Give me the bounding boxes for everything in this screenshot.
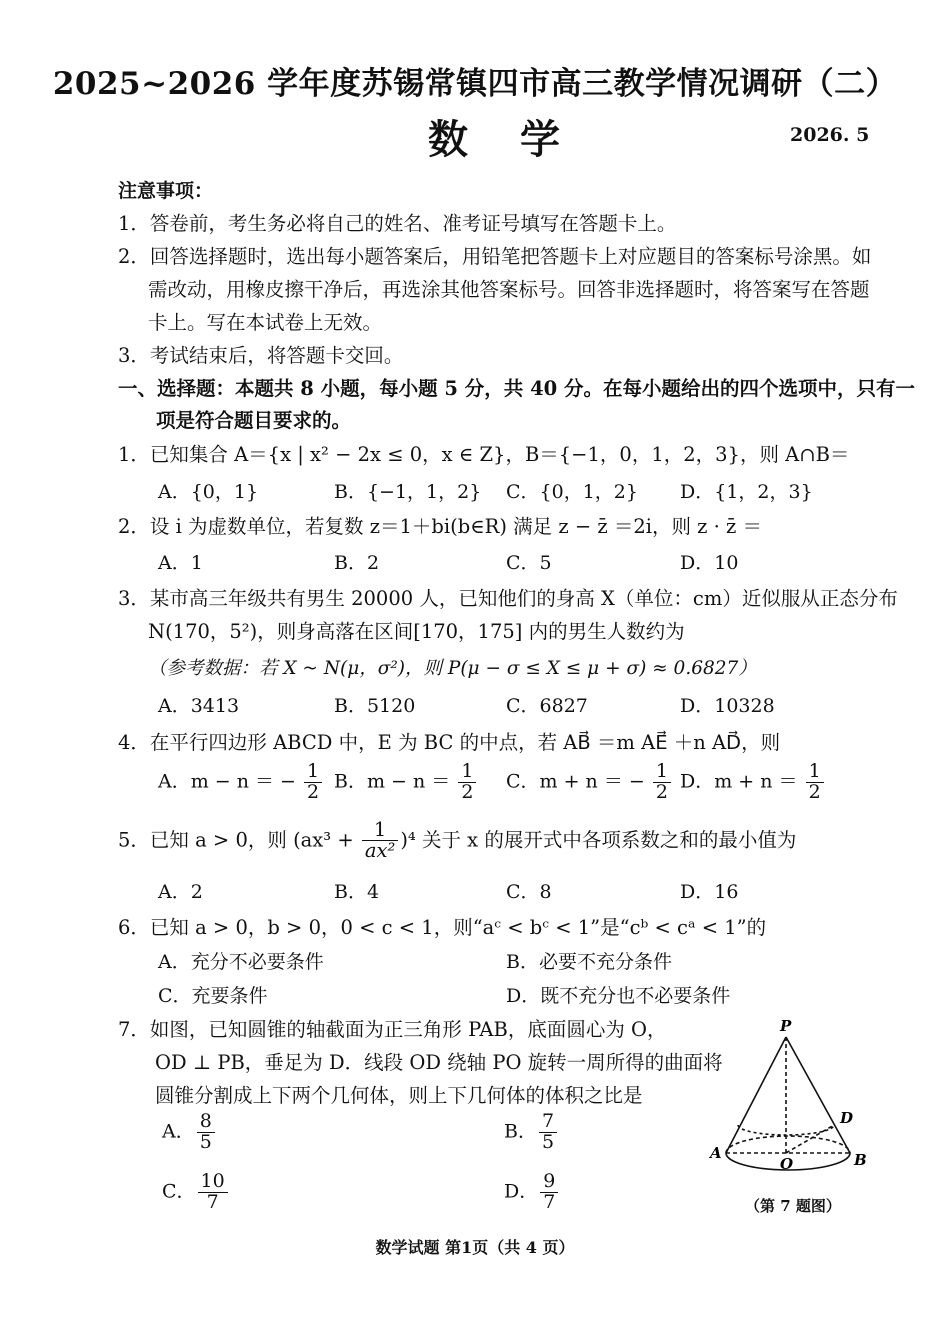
q4-option-b-text: B．m − n ＝ — [334, 770, 451, 793]
note-item-2-cont: 需改动，用橡皮擦干净后，再选涂其他答案标号。回答非选择题时，将答案写在答题 — [148, 278, 870, 301]
fraction-denominator: 2 — [307, 780, 320, 803]
q4-option-a-text: A．m − n ＝ − — [158, 770, 296, 793]
q3-option-b: B．5120 — [334, 695, 416, 717]
figure-caption: （第 7 题图） — [745, 1197, 841, 1215]
q7-option-a — [162, 1112, 217, 1153]
q7-option-b-text: B． — [504, 1120, 537, 1143]
note-item-1: 1．答卷前，考生务必将自己的姓名、准考证号填写在答题卡上。 — [118, 212, 677, 235]
fraction-denominator: ax² — [364, 839, 396, 863]
q4-option-c-text: C．m + n ＝ − — [506, 770, 645, 793]
fraction — [653, 762, 671, 803]
fraction-denominator: 5 — [541, 1130, 555, 1153]
q6-option-a: A．充分不必要条件 — [158, 951, 324, 973]
question-7-stem: 7．如图，已知圆锥的轴截面为正三角形 PAB，底面圆心为 O， — [118, 1018, 667, 1041]
question-3-reference: （参考数据：若 X ~ N(μ，σ²)，则 P(μ − σ ≤ X ≤ μ + σ) ≈ 0.6827） — [148, 658, 757, 679]
fraction — [197, 1112, 215, 1153]
label-p: P — [780, 1017, 792, 1035]
fraction-numerator: 10 — [198, 1172, 228, 1193]
note-item-3: 3．考试结束后，将答题卡交回。 — [118, 344, 404, 367]
q7-option-c-text: C． — [162, 1180, 196, 1203]
fraction — [806, 762, 824, 803]
q7-option-a-text: A． — [162, 1120, 195, 1143]
fraction-numerator: 1 — [304, 762, 322, 783]
cone-edge-pa — [726, 1037, 786, 1153]
q4-option-b — [334, 762, 478, 803]
label-o: O — [780, 1155, 794, 1173]
question-4-stem: 4．在平行四边形 ABCD 中，E 为 BC 的中点，若 AB⃗ ＝m AE⃗ ＋n AD⃗，则 — [118, 731, 781, 754]
q4-option-d — [680, 762, 826, 803]
cone-base-back — [726, 1136, 850, 1153]
subject-title: 数学 — [428, 116, 612, 163]
fraction-numerator: 1 — [806, 762, 824, 783]
note-item-2-cont2: 卡上。写在本试卷上无效。 — [148, 311, 383, 334]
fraction-numerator: 7 — [539, 1112, 557, 1133]
fraction — [198, 1172, 228, 1213]
q3-option-a: A．3413 — [158, 695, 240, 717]
question-7-stem-cont2: 圆锥分割成上下两个几何体，则上下几何体的体积之比是 — [155, 1084, 643, 1107]
fraction — [540, 1172, 558, 1213]
question-3-stem-cont: N(170，5²)，则身高落在区间[170，175] 内的男生人数约为 — [148, 620, 685, 643]
fraction-denominator: 7 — [543, 1190, 556, 1213]
q1-option-b: B．{−1，1，2} — [334, 481, 482, 503]
q7-option-d — [504, 1172, 560, 1213]
q6-option-b: B．必要不充分条件 — [506, 951, 672, 973]
q4-option-a — [158, 762, 324, 803]
q1-option-a: A．{0，1} — [158, 481, 259, 503]
q4-option-d-text: D．m + n ＝ — [680, 770, 798, 793]
q1-option-d: D．{1，2，3} — [680, 481, 813, 503]
fraction-numerator: 1 — [458, 762, 476, 783]
q7-option-b — [504, 1112, 559, 1153]
q5-option-d: D．16 — [680, 881, 739, 903]
question-1-stem: 1．已知集合 A＝{x | x² − 2x ≤ 0，x ∈ Z}，B＝{−1，0，1，2，3}，则 A∩B＝ — [118, 443, 850, 466]
fraction — [458, 762, 476, 803]
fraction — [362, 820, 398, 862]
q6-option-c: C．充要条件 — [158, 985, 268, 1007]
question-6-stem: 6．已知 a > 0，b > 0，0 < c < 1，则“aᶜ < bᶜ < 1”是“cᵇ < cᵃ < 1”的 — [118, 916, 767, 939]
question-3-stem: 3．某市高三年级共有男生 20000 人，已知他们的身高 X（单位：cm）近似服从正态分布 — [118, 587, 898, 610]
fraction — [304, 762, 322, 803]
notes-heading: 注意事项： — [118, 180, 214, 202]
question-2-stem: 2．设 i 为虚数单位，若复数 z＝1＋bi(b∈R) 满足 z − z̄ ＝2i，则 z · z̄ ＝ — [118, 515, 763, 538]
q2-option-a: A．1 — [158, 552, 203, 574]
q5-option-a: A．2 — [158, 881, 203, 903]
page-footer: 数学试题 第1页（共 4 页） — [375, 1238, 575, 1257]
fraction-numerator: 1 — [653, 762, 671, 783]
q1-option-c: C．{0，1，2} — [506, 481, 638, 503]
fraction-denominator: 2 — [655, 780, 668, 803]
q2-option-b: B．2 — [334, 552, 380, 574]
fraction-numerator: 9 — [540, 1172, 558, 1193]
fraction-denominator: 2 — [461, 780, 474, 803]
fraction-numerator: 1 — [362, 820, 398, 841]
note-item-2: 2．回答选择题时，选出每小题答案后，用铅笔把答题卡上对应题目的答案标号涂黑。如 — [118, 245, 872, 268]
section-heading: 一、选择题：本题共 8 小题，每小题 5 分，共 40 分。在每小题给出的四个选项中，只有一 — [118, 377, 916, 400]
label-b: B — [854, 1151, 867, 1169]
fraction-denominator: 7 — [206, 1190, 219, 1213]
exam-date: 2026. 5 — [790, 124, 870, 146]
q7-option-c — [162, 1172, 230, 1213]
exam-title: 2025~2026 学年度苏锡常镇四市高三教学情况调研（二） — [52, 66, 898, 102]
section-heading-cont: 项是符合题目要求的。 — [156, 409, 352, 432]
q2-option-c: C．5 — [506, 552, 552, 574]
cone-edge-pb — [786, 1037, 850, 1153]
q2-option-d: D．10 — [680, 552, 739, 574]
q5-stem-post: )⁴ 关于 x 的展开式中各项系数之和的最小值为 — [400, 828, 797, 852]
cone-figure — [700, 1015, 880, 1185]
q4-option-c — [506, 762, 673, 803]
fraction-denominator: 5 — [199, 1130, 212, 1153]
q7-option-d-text: D． — [504, 1180, 539, 1203]
q5-option-c: C．8 — [506, 881, 552, 903]
question-7-stem-cont: OD ⊥ PB，垂足为 D．线段 OD 绕轴 PO 旋转一周所得的曲面将 — [155, 1051, 723, 1074]
q3-option-d: D．10328 — [680, 695, 775, 717]
q3-option-c: C．6827 — [506, 695, 588, 717]
fraction — [539, 1112, 557, 1153]
label-d: D — [840, 1109, 854, 1127]
fraction-numerator: 8 — [197, 1112, 215, 1133]
q6-option-d: D．既不充分也不必要条件 — [506, 985, 731, 1007]
q5-stem-pre: 5．已知 a > 0，则 (ax³ + — [118, 828, 354, 852]
question-5-stem — [118, 820, 796, 862]
q5-option-b: B．4 — [334, 881, 380, 903]
label-a: A — [710, 1144, 722, 1162]
fraction-denominator: 2 — [808, 780, 821, 803]
